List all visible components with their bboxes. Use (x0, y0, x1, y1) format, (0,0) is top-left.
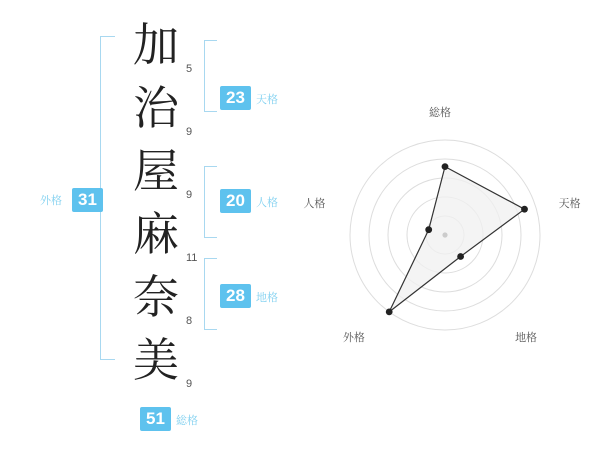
score-label-jinkaku: 人格 (256, 196, 278, 209)
radar-chart (300, 106, 590, 370)
radar-axis-label-gaikaku: 外格 (342, 331, 365, 345)
score-chip-outer: 31 (72, 188, 103, 212)
stroke-count: 9 (186, 189, 193, 201)
kanji-character: 治 (133, 81, 179, 135)
kanji-row (128, 266, 198, 329)
stroke-count: 9 (186, 126, 193, 138)
kanji-row (128, 14, 198, 77)
kanji-character: 美 (133, 333, 179, 387)
score-label-outer: 外格 (40, 194, 62, 207)
kanji-character: 加 (133, 18, 179, 72)
kanji-character: 麻 (133, 207, 179, 261)
score-label-chikaku: 地格 (256, 291, 278, 304)
radar-axis-label-chikaku: 地格 (515, 331, 538, 345)
radar-axis-label-soukaku: 総格 (429, 106, 451, 119)
kanji-character: 奈 (133, 270, 179, 324)
bracket-chikaku (204, 258, 217, 330)
score-chip-jinkaku: 20 (220, 189, 251, 213)
score-chip-chikaku: 28 (220, 284, 251, 308)
kanji-row (128, 329, 198, 392)
kanji-column (128, 14, 198, 392)
score-label-tenkaku: 天格 (256, 93, 278, 106)
score-label-soukaku: 総格 (176, 414, 198, 427)
stroke-count: 11 (186, 252, 198, 264)
radar-axis-label-jinkaku: 人格 (303, 197, 326, 211)
bracket-jinkaku (204, 166, 217, 238)
stroke-count: 5 (186, 63, 193, 75)
kanji-row (128, 203, 198, 266)
kanji-row (128, 140, 198, 203)
stroke-count: 9 (186, 378, 193, 390)
stroke-count: 8 (186, 315, 193, 327)
radar-axis-label-tenkaku: 天格 (558, 197, 581, 211)
bracket-tenkaku (204, 40, 217, 112)
kanji-row (128, 77, 198, 140)
score-chip-soukaku: 51 (140, 407, 171, 431)
score-chip-tenkaku: 23 (220, 86, 251, 110)
kanji-character: 屋 (133, 144, 179, 198)
